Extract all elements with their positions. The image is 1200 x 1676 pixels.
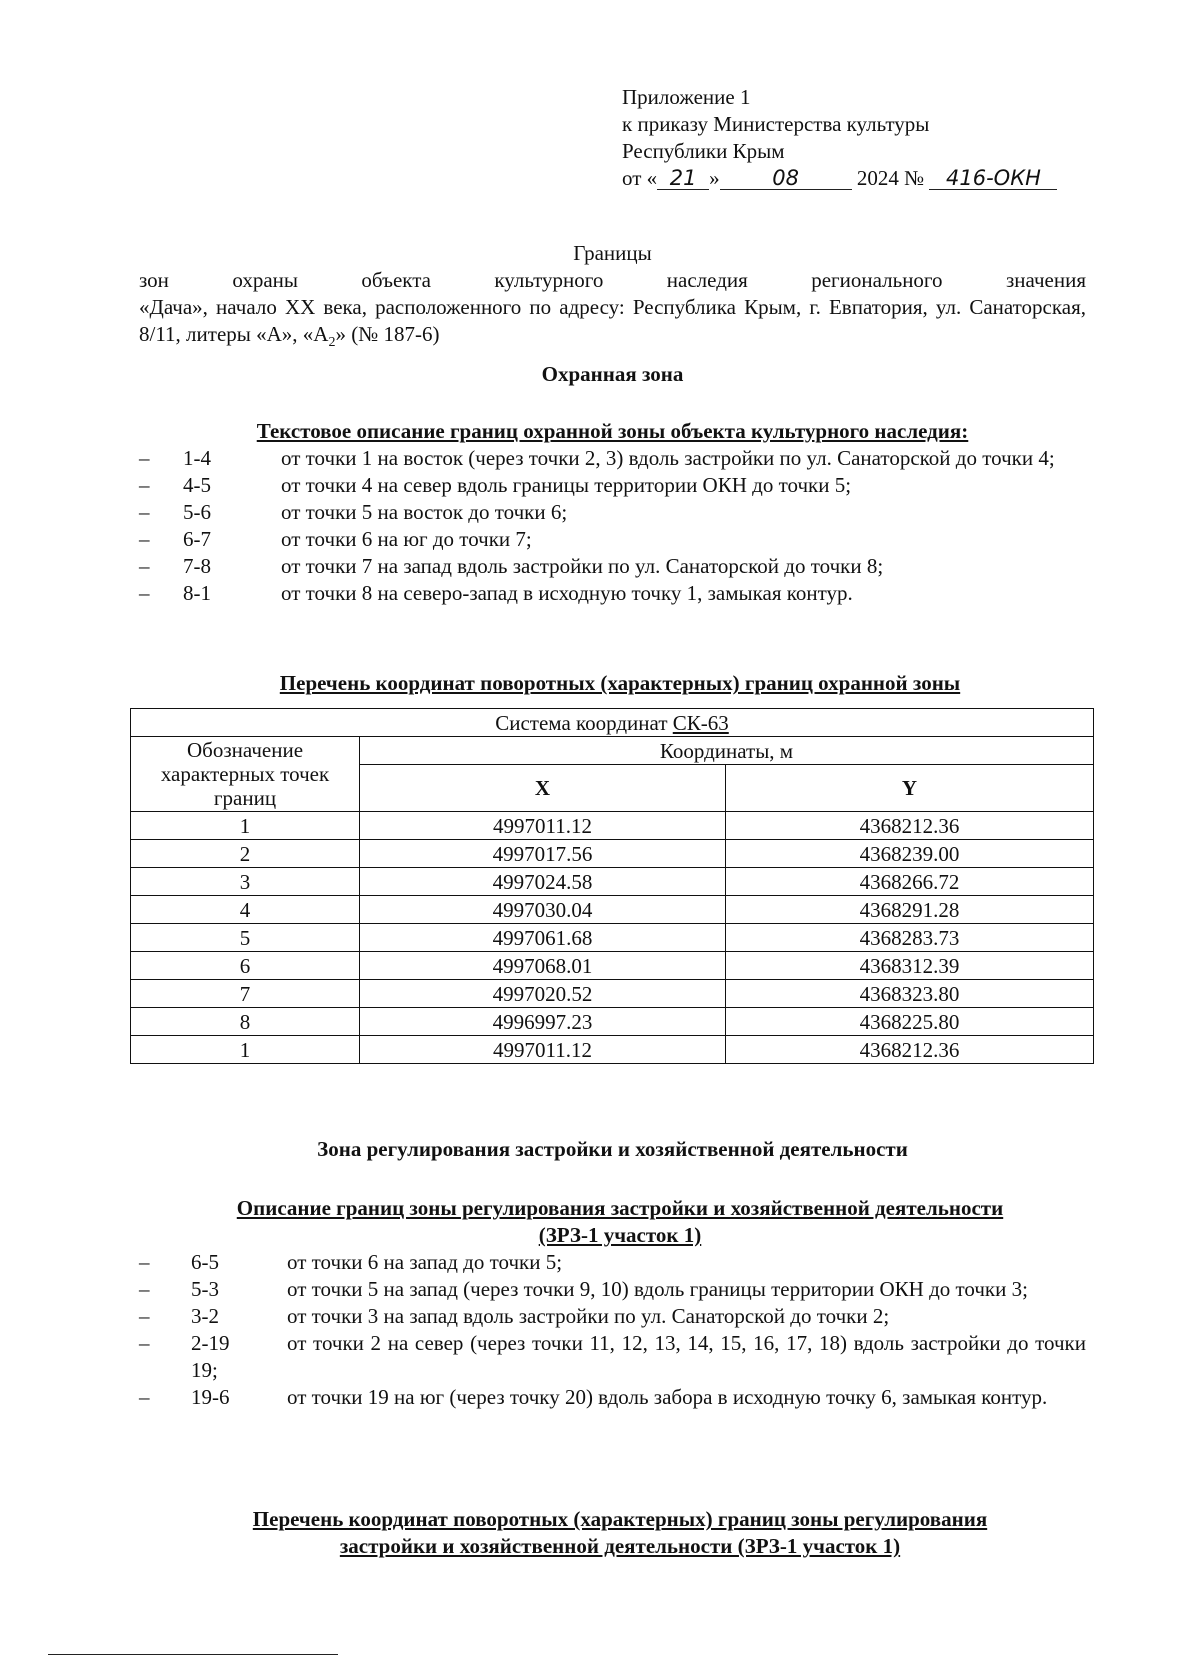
dash: – xyxy=(139,527,150,551)
date-mid: » xyxy=(709,166,720,190)
document-title-rest xyxy=(139,294,1086,351)
y-cell: 4368283.73 xyxy=(726,924,1094,952)
x-cell: 4997020.52 xyxy=(360,980,726,1008)
list-item xyxy=(139,580,1086,607)
segment-code: 5-3 xyxy=(191,1277,219,1301)
segment-code: 3-2 xyxy=(191,1304,219,1328)
list-item xyxy=(139,1276,1086,1303)
x-cell: 4997061.68 xyxy=(360,924,726,952)
regulation-zone-coords-heading-line-2: застройки и хозяйственной деятельности (ЗРЗ-1 участок 1) xyxy=(339,1534,901,1558)
segment-code: 5-6 xyxy=(183,500,211,524)
regulation-zone-description-list xyxy=(139,1249,1086,1411)
segment-code: 1-4 xyxy=(183,446,211,470)
segment-text: от точки 6 на юг до точки 7; xyxy=(281,527,532,551)
list-item xyxy=(139,1384,1086,1411)
table-row xyxy=(131,1008,1094,1036)
protected-zone-coords-heading: Перечень координат поворотных (характерных) границ охранной зоны xyxy=(279,671,961,695)
segment-text: от точки 6 на запад до точки 5; xyxy=(287,1250,563,1274)
protected-zone-description-heading: Текстовое описание границ охранной зоны объекта культурного наследия: xyxy=(256,419,969,443)
regulation-zone-coords-heading-line-1: Перечень координат поворотных (характерных) границ зоны регулирования xyxy=(252,1507,988,1531)
list-item xyxy=(139,1303,1086,1330)
coordinate-system-prefix: Система координат xyxy=(495,710,673,735)
table-row xyxy=(131,924,1094,952)
x-cell: 4997011.12 xyxy=(360,1036,726,1064)
x-cell: 4997017.56 xyxy=(360,840,726,868)
y-cell: 4368212.36 xyxy=(726,1036,1094,1064)
date-day: 21 xyxy=(657,167,709,190)
list-item xyxy=(139,526,1086,553)
date-prefix: от « xyxy=(622,166,658,190)
segment-text: от точки 4 на север вдоль границы территории ОКН до точки 5; xyxy=(281,473,852,497)
point-cell: 3 xyxy=(131,868,360,896)
dash: – xyxy=(139,1277,150,1301)
x-cell: 4997024.58 xyxy=(360,868,726,896)
dash: – xyxy=(139,581,150,605)
column-header-y: Y xyxy=(726,765,1094,812)
point-cell: 5 xyxy=(131,924,360,952)
column-header-coordinates: Координаты, м xyxy=(360,737,1094,765)
appendix-line-2: к приказу Министерства культуры xyxy=(622,112,930,136)
table-row xyxy=(131,812,1094,840)
table-row xyxy=(131,980,1094,1008)
list-item xyxy=(139,445,1086,472)
protected-zone-coords-table xyxy=(130,708,1094,1064)
list-item xyxy=(139,1249,1086,1276)
dash: – xyxy=(139,1304,150,1328)
point-cell: 6 xyxy=(131,952,360,980)
y-cell: 4368266.72 xyxy=(726,868,1094,896)
regulation-zone-description-heading-line-1: Описание границ зоны регулирования застройки и хозяйственной деятельности xyxy=(236,1196,1004,1220)
table-row xyxy=(131,952,1094,980)
title-rest-after: » (№ 187-6) xyxy=(335,322,440,346)
segment-code: 6-7 xyxy=(183,527,211,551)
dash: – xyxy=(139,446,150,470)
appendix-date-line xyxy=(622,165,1057,192)
point-cell: 2 xyxy=(131,840,360,868)
segment-text: от точки 7 на запад вдоль застройки по ул. Санаторской до точки 8; xyxy=(281,554,884,578)
order-number: 416-ОКН xyxy=(929,167,1057,190)
segment-text: от точки 1 на восток (через точки 2, 3) вдоль застройки по ул. Санаторской до точки 4; xyxy=(281,446,1055,470)
coordinate-system-cell xyxy=(131,709,1094,737)
column-header-x: X xyxy=(360,765,726,812)
segment-text: от точки 5 на восток до точки 6; xyxy=(281,500,568,524)
document-title-line-1: зон охраны объекта культурного наследия регионального значения xyxy=(139,268,1086,292)
segment-text: от точки 5 на запад (через точки 9, 10) вдоль границы территории ОКН до точки 3; xyxy=(287,1277,1028,1301)
table-row xyxy=(131,896,1094,924)
list-item xyxy=(139,1330,1086,1384)
y-cell: 4368291.28 xyxy=(726,896,1094,924)
date-month: 08 xyxy=(720,167,852,190)
point-cell: 7 xyxy=(131,980,360,1008)
footnote-divider xyxy=(48,1654,338,1655)
dash: – xyxy=(139,1331,150,1355)
list-item xyxy=(139,472,1086,499)
y-cell: 4368239.00 xyxy=(726,840,1094,868)
x-cell: 4997030.04 xyxy=(360,896,726,924)
segment-text: от точки 8 на северо-запад в исходную точку 1, замыкая контур. xyxy=(281,581,853,605)
segment-text: от точки 19 на юг (через точку 20) вдоль забора в исходную точку 6, замыкая контур. xyxy=(287,1385,1048,1409)
appendix-line-3: Республики Крым xyxy=(622,139,785,163)
regulation-zone-heading: Зона регулирования застройки и хозяйственной деятельности xyxy=(317,1137,908,1161)
dash: – xyxy=(139,473,150,497)
x-cell: 4997068.01 xyxy=(360,952,726,980)
dash: – xyxy=(139,1250,150,1274)
segment-code: 4-5 xyxy=(183,473,211,497)
point-cell: 1 xyxy=(131,812,360,840)
title-subscript: 2 xyxy=(328,335,336,351)
dash: – xyxy=(139,500,150,524)
list-item xyxy=(139,553,1086,580)
point-cell: 8 xyxy=(131,1008,360,1036)
coordinate-system-name: СК-63 xyxy=(672,710,729,735)
segment-code: 19-6 xyxy=(191,1385,230,1409)
regulation-zone-description-heading-line-2: (ЗРЗ-1 участок 1) xyxy=(538,1223,702,1247)
x-cell: 4997011.12 xyxy=(360,812,726,840)
segment-code: 7-8 xyxy=(183,554,211,578)
table-row xyxy=(131,1036,1094,1064)
y-cell: 4368323.80 xyxy=(726,980,1094,1008)
date-year: 2024 № xyxy=(856,166,925,190)
y-cell: 4368212.36 xyxy=(726,812,1094,840)
appendix-line-1: Приложение 1 xyxy=(622,85,751,109)
dash: – xyxy=(139,1385,150,1409)
y-cell: 4368312.39 xyxy=(726,952,1094,980)
segment-text: от точки 3 на запад вдоль застройки по ул. Санаторской до точки 2; xyxy=(287,1304,890,1328)
table-row xyxy=(131,868,1094,896)
segment-code: 8-1 xyxy=(183,581,211,605)
segment-code: 6-5 xyxy=(191,1250,219,1274)
y-cell: 4368225.80 xyxy=(726,1008,1094,1036)
x-cell: 4996997.23 xyxy=(360,1008,726,1036)
segment-text: от точки 2 на север (через точки 11, 12, 13, 14, 15, 16, 17, 18) вдоль застройки до точки 19; xyxy=(191,1331,1086,1382)
column-header-point: Обозначение характерных точек границ xyxy=(131,737,360,812)
protected-zone-description-list xyxy=(139,445,1086,607)
protected-zone-heading: Охранная зона xyxy=(541,362,684,386)
table-row xyxy=(131,840,1094,868)
segment-code: 2-19 xyxy=(191,1331,230,1355)
appendix-block xyxy=(622,84,1057,192)
point-cell: 1 xyxy=(131,1036,360,1064)
point-cell: 4 xyxy=(131,896,360,924)
list-item xyxy=(139,499,1086,526)
title-rest-before: «Дача», начало XX века, расположенного по адресу: Республика Крым, г. Евпатория, ул. Санаторская, 8/11, литеры «А», «А xyxy=(139,295,1086,346)
document-heading: Границы xyxy=(573,241,652,265)
dash: – xyxy=(139,554,150,578)
